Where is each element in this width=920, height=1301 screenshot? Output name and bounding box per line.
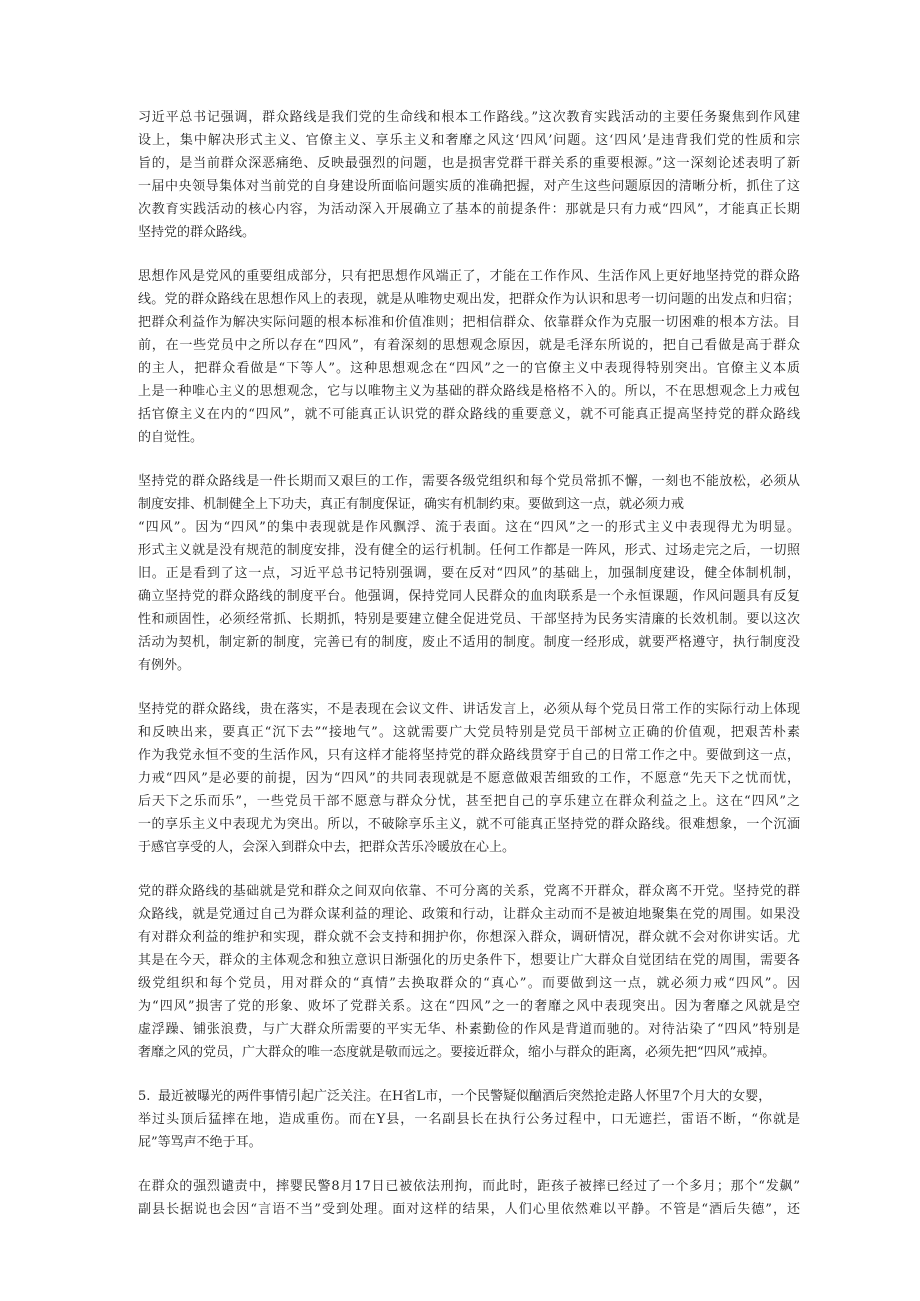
paragraph-1 (138, 106, 800, 244)
text-line: 副县长据说也会因“言语不当”受到处理。面对这样的结果，人们心里依然难以平静。不管是“酒后失德”，还 (138, 1202, 800, 1217)
paragraph-3 (138, 470, 800, 677)
text-line: 上是一种唯心主义的思想观念，它与以唯物主义为基础的群众路线是格格不入的。所以，不在思想观念上力戒包 (138, 384, 800, 399)
text-line: 确立坚持党的群众路线的制度平台。他强调，保持党同人民群众的血肉联系是一个永恒课题，作风问题具有反复 (138, 589, 800, 604)
text-line: 举过头顶后猛摔在地，造成重伤。而在Y县，一名副县长在执行公务过程中，口无遮拦，雷语不断，“你就是 (138, 1112, 800, 1127)
paragraph-4 (138, 698, 800, 859)
text-line (138, 1085, 800, 1108)
text-line: 级党组织和每个党员，用对群众的“真情”去换取群众的“真心”。而要做到这一点，就必须力戒“四风”。因 (138, 976, 800, 991)
text-line: 坚持党的群众路线。 (138, 225, 256, 240)
text-line: 作为我党永恒不变的生活作风，只有这样才能将坚持党的群众路线贯穿于自己的日常工作之中。要做到这一点， (138, 748, 800, 763)
text-line: 党的群众路线的基础就是党和群众之间双向依靠、不可分离的关系，党离不开群众，群众离不开党。坚持党的群 (138, 884, 800, 899)
text-line: 前，在一些党员中之所以存在“四风”，有着深刻的思想观念原因，就是毛泽东所说的，把自己看做是高于群众 (138, 338, 800, 353)
text-line: 性和顽固性，必须经常抓、长期抓，特别是要建立健全促进党员、干部坚持为民务实清廉的长效机制。要以这次 (138, 612, 800, 627)
text-line: 括官僚主义在内的“四风”，就不可能真正认识党的群众路线的重要意义，就不可能真正提高坚持党的群众路线 (138, 407, 800, 422)
text-line: 其是在今天，群众的主体观念和独立意识日渐强化的历史条件下，想要让广大群众自觉团结在党的周围，需要各 (138, 953, 800, 968)
text-line: 一的享乐主义中表现尤为突出。所以，不破除享乐主义，就不可能真正坚持党的群众路线。很难想象，一个沉湎 (138, 817, 800, 832)
text-line: 后天下之乐而乐”，一些党员干部不愿意与群众分忧，甚至把自己的享乐建立在群众利益之上。这在“四风”之 (138, 794, 800, 809)
text-line: 设上，集中解决形式主义、官僚主义、享乐主义和奢靡之风这‘四风’问题。这‘四风’是违背我们党的性质和宗 (138, 133, 800, 148)
text-line: 思想作风是党风的重要组成部分，只有把思想作风端正了，才能在工作作风、生活作风上更好地坚持党的群众路 (138, 269, 800, 284)
text-line: 力戒“四风”是必要的前提，因为“四风”的共同表现就是不愿意做艰苦细致的工作，不愿意“先天下之忧而忧， (138, 771, 800, 786)
text-line: 次教育实践活动的核心内容，为活动深入开展确立了基本的前提条件：那就是只有力戒“四风”，才能真正长期 (138, 202, 800, 217)
text-line: 的自觉性。 (138, 430, 204, 445)
text-line: 坚持党的群众路线，贵在落实，不是表现在会议文件、讲话发言上，必须从每个党员日常工作的实际行动上体现 (138, 702, 800, 717)
paragraph-6-numbered (138, 1085, 800, 1154)
text-line: 习近平总书记强调，群众路线是我们党的生命线和根本工作路线。”这次教育实践活动的主要任务聚焦到作风建 (138, 110, 800, 125)
text-line: 有对群众利益的维护和实现，群众就不会支持和拥护你，你想深入群众，调研情况，群众就不会对你讲实话。尤 (138, 930, 800, 945)
text-line: 在群众的强烈谴责中，摔婴民警8月17日已被依法刑拘，而此时，距孩子被摔已经过了一个多月；那个“发飙” (138, 1179, 800, 1194)
paragraph-2 (138, 265, 800, 449)
text-line: 屁”等骂声不绝于耳。 (138, 1135, 262, 1150)
text-line: 活动为契机，制定新的制度，完善已有的制度，废止不适用的制度。制度一经形成，就要严格遵守，执行制度没 (138, 635, 800, 650)
text-line: 制度安排、机制健全上下功夫，真正有制度保证，确实有机制约束。要做到这一点，就必须力戒 (138, 497, 685, 512)
text-line: 线。党的群众路线在思想作风上的表现，就是从唯物史观出发，把群众作为认识和思考一切问题的出发点和归宿； (138, 292, 800, 307)
text-line: 把群众利益作为解决实际问题的根本标准和价值准则；把相信群众、依靠群众作为克服一切困难的根本方法。目 (138, 315, 800, 330)
text-line: “四风”。因为“四风”的集中表现就是作风飘浮、流于表面。这在“四风”之一的形式主义中表现得尤为明显。 (138, 520, 800, 535)
paragraph-5 (138, 880, 800, 1064)
text-line: 奢靡之风的党员，广大群众的唯一态度就是敬而远之。要接近群众，缩小与群众的距离，必须先把“四风”戒掉。 (138, 1045, 776, 1060)
text-line: 的主人，把群众看做是“下等人”。这种思想观念在“四风”之一的官僚主义中表现得特别突出。官僚主义本质 (138, 361, 800, 376)
text-line: 形式主义就是没有规范的制度安排，没有健全的运行机制。任何工作都是一阵风，形式、过场走完之后，一切照 (138, 543, 800, 558)
paragraph-7 (138, 1175, 800, 1221)
text-line: 为“四风”损害了党的形象、败坏了党群关系。这在“四风”之一的奢靡之风中表现突出。因为奢靡之风就是空 (138, 999, 800, 1014)
text-line: 有例外。 (138, 658, 191, 673)
text-line: 一届中央领导集体对当前党的自身建设所面临问题实质的准确把握，对产生这些问题原因的清晰分析，抓住了这 (138, 179, 800, 194)
text-line: 于感官享受的人，会深入到群众中去，把群众苦乐冷暖放在心上。 (138, 840, 516, 855)
text-line: 坚持党的群众路线是一件长期而又艰巨的工作，需要各级党组织和每个党员常抓不懈，一刻也不能放松，必须从 (138, 474, 800, 489)
list-number: 5. (138, 1089, 151, 1104)
text-line: 和反映出来，要真正“沉下去”“接地气”。这就需要广大党员特别是党员干部树立正确的价值观，把艰苦朴素 (138, 725, 800, 740)
text-line-content: 最近被曝光的两件事情引起广泛关注。在H省L市，一个民警疑似酗酒后突然抢走路人怀里7个月大的女婴， (158, 1089, 772, 1104)
text-line: 众路线，就是党通过自己为群众谋利益的理论、政策和行动，让群众主动而不是被迫地聚集在党的周围。如果没 (138, 907, 800, 922)
text-line: 虚浮躁、铺张浪费，与广大群众所需要的平实无华、朴素勤俭的作风是背道而驰的。对待沾染了“四风”特别是 (138, 1022, 800, 1037)
text-line: 旨的，是当前群众深恶痛绝、反映最强烈的问题，也是损害党群干群关系的重要根源。”这一深刻论述表明了新 (138, 156, 800, 171)
text-line: 旧。正是看到了这一点，习近平总书记特别强调，要在反对“四风”的基础上，加强制度建设，健全体制机制， (138, 566, 800, 581)
document-body (138, 106, 800, 1242)
